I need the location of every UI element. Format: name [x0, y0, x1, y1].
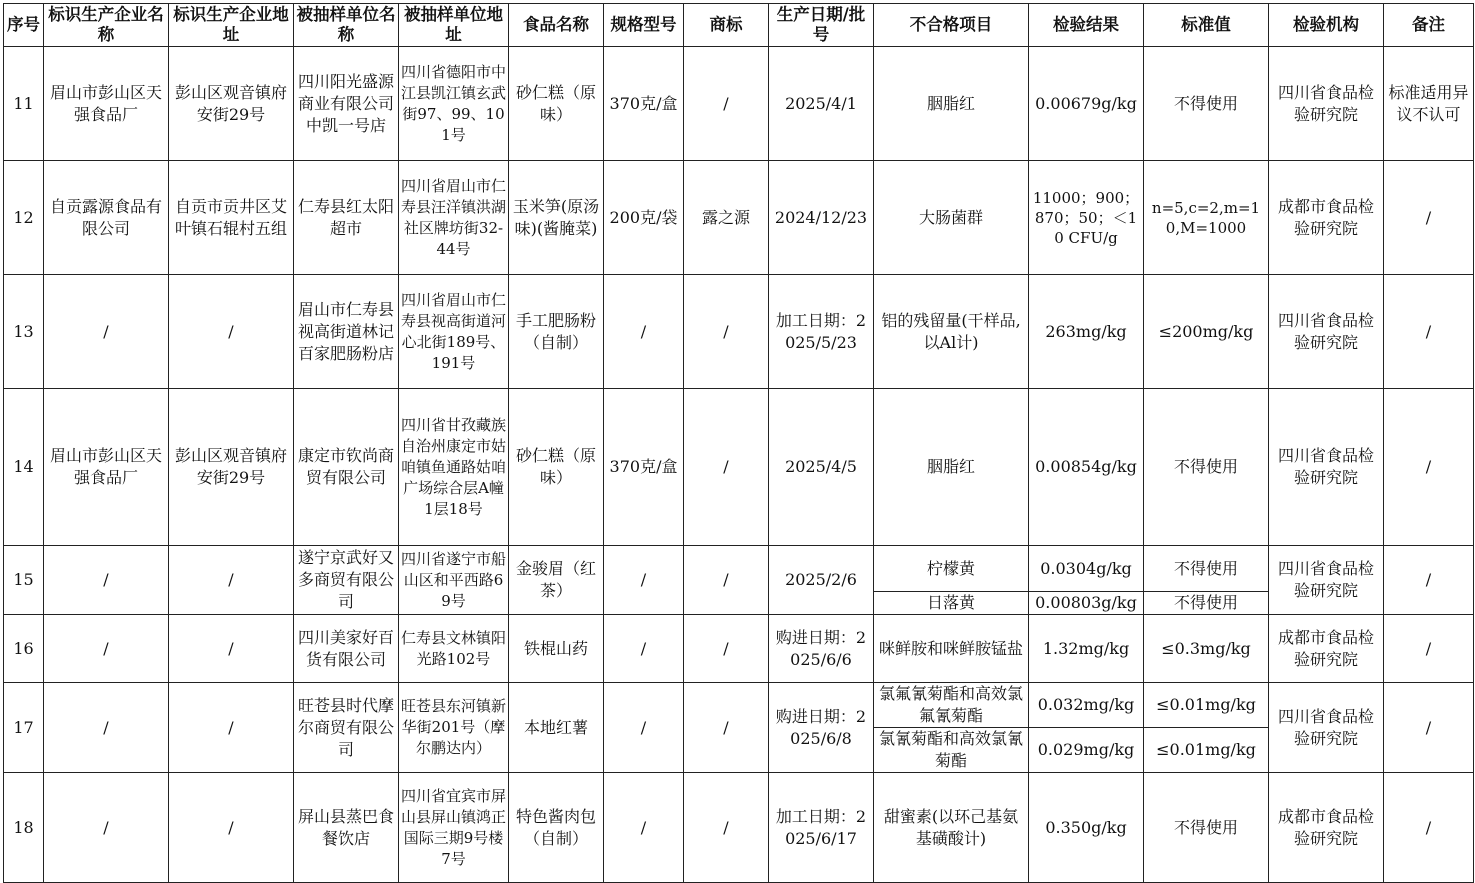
cell-spec: / [604, 615, 684, 683]
cell-item: 日落黄 [874, 592, 1029, 615]
cell-food-name: 砂仁糕（原味） [509, 389, 604, 546]
table-row [4, 546, 1474, 592]
cell-maker: / [44, 615, 169, 683]
header-sampled-address: 被抽样单位地址 [399, 4, 509, 47]
table-row [4, 615, 1474, 683]
cell-date: 2024/12/23 [769, 161, 874, 275]
cell-lab: 四川省食品检验研究院 [1269, 683, 1384, 773]
cell-maker: / [44, 773, 169, 883]
header-food-name: 食品名称 [509, 4, 604, 47]
cell-no: 16 [4, 615, 44, 683]
cell-item: 甜蜜素(以环己基氨基磺酸计) [874, 773, 1029, 883]
cell-result: 0.00803g/kg [1029, 592, 1144, 615]
cell-standard: ≤0.01mg/kg [1144, 683, 1269, 728]
cell-maker: / [44, 683, 169, 773]
table-row [4, 773, 1474, 883]
cell-standard: 不得使用 [1144, 47, 1269, 161]
cell-result: 0.00679g/kg [1029, 47, 1144, 161]
cell-date: 2025/4/1 [769, 47, 874, 161]
cell-no: 11 [4, 47, 44, 161]
header-row [4, 4, 1474, 47]
cell-result: 0.029mg/kg [1029, 728, 1144, 773]
cell-lab: 四川省食品检验研究院 [1269, 546, 1384, 615]
cell-result: 0.032mg/kg [1029, 683, 1144, 728]
cell-result: 0.0304g/kg [1029, 546, 1144, 592]
cell-brand: / [684, 683, 769, 773]
cell-brand: / [684, 773, 769, 883]
cell-maker: 眉山市彭山区天强食品厂 [44, 47, 169, 161]
cell-brand: / [684, 275, 769, 389]
header-note: 备注 [1384, 4, 1474, 47]
cell-maker-address: / [169, 615, 294, 683]
cell-result: 0.00854g/kg [1029, 389, 1144, 546]
cell-lab: 成都市食品检验研究院 [1269, 615, 1384, 683]
cell-item: 胭脂红 [874, 47, 1029, 161]
cell-spec: / [604, 683, 684, 773]
cell-note: / [1384, 546, 1474, 615]
cell-maker: / [44, 275, 169, 389]
cell-maker-address: 彭山区观音镇府安街29号 [169, 389, 294, 546]
nonconforming-food-table [3, 3, 1474, 883]
cell-sampled-address: 四川省遂宁市船山区和平西路69号 [399, 546, 509, 615]
cell-brand: / [684, 47, 769, 161]
cell-sampled-unit: 屏山县蒸巴食餐饮店 [294, 773, 399, 883]
cell-date: 2025/2/6 [769, 546, 874, 615]
cell-date: 2025/4/5 [769, 389, 874, 546]
cell-maker-address: / [169, 683, 294, 773]
cell-food-name: 砂仁糕（原味） [509, 47, 604, 161]
cell-result: 0.350g/kg [1029, 773, 1144, 883]
table-row [4, 161, 1474, 275]
cell-spec: 200克/袋 [604, 161, 684, 275]
header-standard: 标准值 [1144, 4, 1269, 47]
header-spec: 规格型号 [604, 4, 684, 47]
cell-sampled-unit: 四川美家好百货有限公司 [294, 615, 399, 683]
cell-lab: 四川省食品检验研究院 [1269, 47, 1384, 161]
header-brand: 商标 [684, 4, 769, 47]
cell-sampled-address: 四川省眉山市仁寿县视高街道河心北街189号、191号 [399, 275, 509, 389]
cell-sampled-address: 四川省眉山市仁寿县汪洋镇洪湖社区牌坊街32-44号 [399, 161, 509, 275]
table-row [4, 47, 1474, 161]
cell-food-name: 特色酱肉包（自制） [509, 773, 604, 883]
cell-brand: / [684, 615, 769, 683]
cell-item: 铝的残留量(干样品,以Al计) [874, 275, 1029, 389]
cell-sampled-address: 四川省甘孜藏族自治州康定市姑咱镇鱼通路姑咱广场综合层A幢1层18号 [399, 389, 509, 546]
cell-note: / [1384, 683, 1474, 773]
cell-standard: 不得使用 [1144, 592, 1269, 615]
cell-item: 氯氟氰菊酯和高效氯氟氰菊酯 [874, 683, 1029, 728]
cell-sampled-unit: 仁寿县红太阳超市 [294, 161, 399, 275]
cell-spec: / [604, 546, 684, 615]
cell-date: 加工日期：2025/6/17 [769, 773, 874, 883]
header-no: 序号 [4, 4, 44, 47]
cell-lab: 成都市食品检验研究院 [1269, 773, 1384, 883]
cell-lab: 四川省食品检验研究院 [1269, 275, 1384, 389]
cell-sampled-address: 仁寿县文林镇阳光路102号 [399, 615, 509, 683]
cell-standard: ≤0.01mg/kg [1144, 728, 1269, 773]
cell-note: / [1384, 389, 1474, 546]
cell-maker: / [44, 546, 169, 615]
cell-sampled-unit: 旺苍县时代摩尔商贸有限公司 [294, 683, 399, 773]
cell-food-name: 铁棍山药 [509, 615, 604, 683]
cell-standard: ≤200mg/kg [1144, 275, 1269, 389]
cell-note: / [1384, 615, 1474, 683]
cell-food-name: 金骏眉（红茶） [509, 546, 604, 615]
cell-brand: / [684, 546, 769, 615]
cell-food-name: 手工肥肠粉（自制） [509, 275, 604, 389]
cell-maker-address: 彭山区观音镇府安街29号 [169, 47, 294, 161]
cell-no: 18 [4, 773, 44, 883]
cell-item: 柠檬黄 [874, 546, 1029, 592]
header-result: 检验结果 [1029, 4, 1144, 47]
cell-spec: / [604, 773, 684, 883]
table-row [4, 389, 1474, 546]
cell-maker-address: / [169, 546, 294, 615]
cell-no: 14 [4, 389, 44, 546]
cell-note: / [1384, 161, 1474, 275]
cell-lab: 四川省食品检验研究院 [1269, 389, 1384, 546]
cell-sampled-address: 四川省德阳市中江县凯江镇玄武街97、99、101号 [399, 47, 509, 161]
cell-sampled-unit: 康定市钦尚商贸有限公司 [294, 389, 399, 546]
cell-spec: / [604, 275, 684, 389]
cell-sampled-unit: 眉山市仁寿县视高街道林记百家肥肠粉店 [294, 275, 399, 389]
table-row [4, 275, 1474, 389]
cell-item: 大肠菌群 [874, 161, 1029, 275]
cell-maker-address: 自贡市贡井区艾叶镇石辊村五组 [169, 161, 294, 275]
cell-brand: 露之源 [684, 161, 769, 275]
cell-no: 12 [4, 161, 44, 275]
cell-no: 17 [4, 683, 44, 773]
cell-item: 氯氰菊酯和高效氯氰菊酯 [874, 728, 1029, 773]
cell-maker: 自贡露源食品有限公司 [44, 161, 169, 275]
cell-note: 标准适用异议不认可 [1384, 47, 1474, 161]
header-maker-address: 标识生产企业地址 [169, 4, 294, 47]
cell-item: 咪鲜胺和咪鲜胺锰盐 [874, 615, 1029, 683]
cell-date: 加工日期：2025/5/23 [769, 275, 874, 389]
header-item: 不合格项目 [874, 4, 1029, 47]
cell-maker-address: / [169, 275, 294, 389]
cell-brand: / [684, 389, 769, 546]
cell-result: 11000；900；870；50；＜10 CFU/g [1029, 161, 1144, 275]
cell-date: 购进日期：2025/6/6 [769, 615, 874, 683]
header-date: 生产日期/批号 [769, 4, 874, 47]
cell-result: 1.32mg/kg [1029, 615, 1144, 683]
header-lab: 检验机构 [1269, 4, 1384, 47]
cell-spec: 370克/盒 [604, 47, 684, 161]
cell-no: 13 [4, 275, 44, 389]
cell-standard: 不得使用 [1144, 389, 1269, 546]
cell-maker: 眉山市彭山区天强食品厂 [44, 389, 169, 546]
cell-standard: 不得使用 [1144, 773, 1269, 883]
cell-maker-address: / [169, 773, 294, 883]
cell-date: 购进日期：2025/6/8 [769, 683, 874, 773]
cell-standard: n=5,c=2,m=10,M=1000 [1144, 161, 1269, 275]
cell-note: / [1384, 773, 1474, 883]
cell-food-name: 本地红薯 [509, 683, 604, 773]
cell-note: / [1384, 275, 1474, 389]
cell-sampled-address: 四川省宜宾市屏山县屏山镇鸿正国际三期9号楼7号 [399, 773, 509, 883]
cell-no: 15 [4, 546, 44, 615]
cell-sampled-address: 旺苍县东河镇新华街201号（摩尔鹏达内） [399, 683, 509, 773]
header-sampled-unit: 被抽样单位名称 [294, 4, 399, 47]
cell-food-name: 玉米笋(原汤味)(酱腌菜) [509, 161, 604, 275]
cell-standard: ≤0.3mg/kg [1144, 615, 1269, 683]
cell-sampled-unit: 四川阳光盛源商业有限公司中凯一号店 [294, 47, 399, 161]
cell-item: 胭脂红 [874, 389, 1029, 546]
cell-lab: 成都市食品检验研究院 [1269, 161, 1384, 275]
table-row [4, 683, 1474, 728]
cell-standard: 不得使用 [1144, 546, 1269, 592]
header-maker: 标识生产企业名称 [44, 4, 169, 47]
cell-spec: 370克/盒 [604, 389, 684, 546]
cell-result: 263mg/kg [1029, 275, 1144, 389]
cell-sampled-unit: 遂宁京武好又多商贸有限公司 [294, 546, 399, 615]
